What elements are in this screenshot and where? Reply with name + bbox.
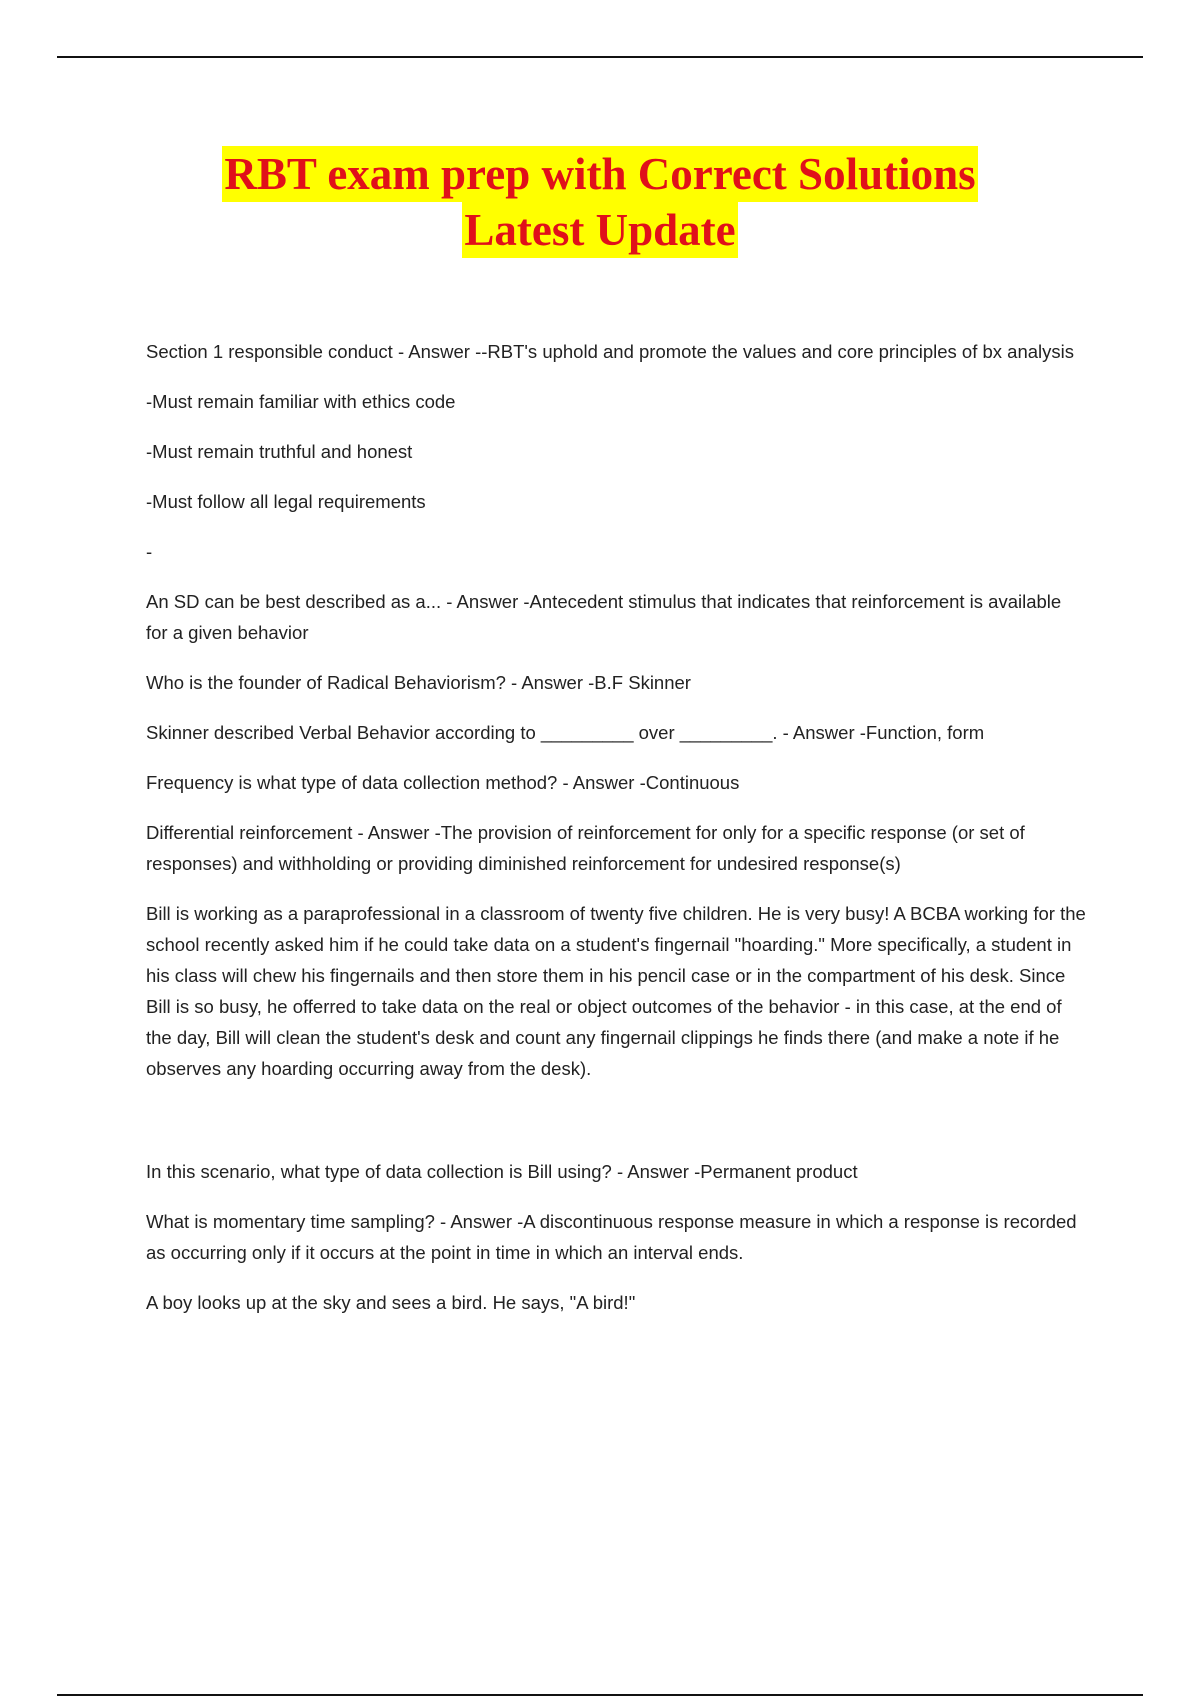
title-line-2: Latest Update bbox=[462, 202, 737, 258]
paragraph-verbal-behavior: Skinner described Verbal Behavior according to _________ over _________. - Answer -Function, form bbox=[146, 722, 985, 743]
footer-rule bbox=[57, 1694, 1143, 1696]
paragraph-frequency: Frequency is what type of data collection method? - Answer -Continuous bbox=[146, 772, 740, 793]
paragraph-truthful: -Must remain truthful and honest bbox=[146, 441, 413, 462]
document-body bbox=[146, 336, 1086, 1337]
title-line-1: RBT exam prep with Correct Solutions bbox=[222, 146, 977, 202]
paragraph-sd-definition: An SD can be best described as a... - Answer -Antecedent stimulus that indicates that reinforcement is available for a given behavior bbox=[146, 591, 1062, 643]
paragraph-radical-behaviorism: Who is the founder of Radical Behaviorism? - Answer -B.F Skinner bbox=[146, 672, 691, 693]
paragraph-differential-reinforcement: Differential reinforcement - Answer -The provision of reinforcement for only for a specific response (or set of responses) and withholding or providing diminished reinforcement for undesired response(s) bbox=[146, 822, 1025, 874]
paragraph-ethics-code: -Must remain familiar with ethics code bbox=[146, 391, 456, 412]
document-title bbox=[0, 146, 1200, 258]
paragraph-momentary-time-sampling: What is momentary time sampling? - Answer -A discontinuous response measure in which a response is recorded as occurring only if it occurs at the point in time in which an interval ends. bbox=[146, 1211, 1077, 1263]
paragraph-legal: -Must follow all legal requirements bbox=[146, 491, 426, 512]
paragraph-boy-bird: A boy looks up at the sky and sees a bird. He says, "A bird!" bbox=[146, 1292, 636, 1313]
paragraph-section-1-conduct: Section 1 responsible conduct - Answer --RBT's uphold and promote the values and core principles of bx analysis bbox=[146, 341, 1074, 362]
paragraph-dash: - bbox=[146, 541, 153, 562]
paragraph-permanent-product: In this scenario, what type of data collection is Bill using? - Answer -Permanent product bbox=[146, 1161, 858, 1182]
paragraph-bill-scenario: Bill is working as a paraprofessional in a classroom of twenty five children. He is very busy! A BCBA working for the school recently asked him if he could take data on a student's fingernail "hoarding." More specifically, a student in his class will chew his fingernails and then store them in his pencil case or in the compartment of his desk. Since Bill is so busy, he offerred to take data on the real or object outcomes of the behavior - in this case, at the end of the day, Bill will clean the student's desk and count any fingernail clippings he finds there (and make a note if he observes any hoarding occurring away from the desk). bbox=[146, 903, 1086, 1079]
header-rule bbox=[57, 56, 1143, 58]
